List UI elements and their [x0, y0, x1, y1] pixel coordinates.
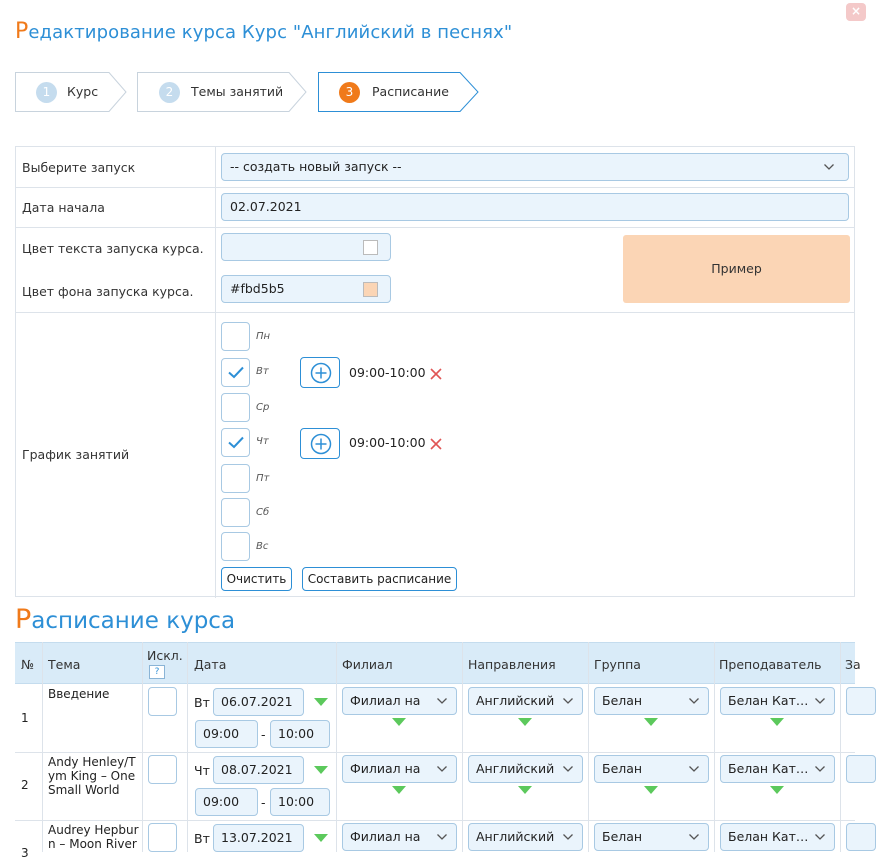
day-label-mon: Пн [256, 331, 271, 342]
step-course[interactable] [15, 72, 127, 112]
row-branch-select[interactable] [342, 687, 457, 715]
text-color-input[interactable] [221, 233, 391, 261]
day-checkbox-tue[interactable] [221, 358, 250, 387]
teacher-value: Белан Кат… [728, 829, 809, 844]
add-time-button-thu[interactable] [300, 428, 340, 459]
row-number: 2 [21, 778, 29, 792]
row-extra-select[interactable] [846, 755, 876, 783]
col-date: Дата [194, 657, 227, 672]
chevron-down-icon [689, 698, 699, 704]
row-direction-select[interactable] [468, 823, 583, 851]
row-teacher-select[interactable] [720, 755, 835, 783]
modal-title [15, 19, 512, 44]
text-color-label: Цвет текста запуска курса. [22, 241, 204, 256]
time-range-thu: 09:00-10:00 [349, 435, 426, 450]
color-preview: Пример [623, 235, 850, 303]
table-header [15, 642, 861, 684]
launch-label: Выберите запуск [22, 160, 136, 175]
day-label-thu: Чт [256, 436, 269, 447]
col-direction: Направления [468, 657, 556, 672]
text-color-swatch[interactable] [363, 240, 378, 255]
green-triangle-icon[interactable] [770, 786, 784, 794]
branch-value: Филиал на [350, 829, 421, 844]
row-date-input[interactable]: 13.07.2021 [213, 824, 304, 852]
direction-value: Английский [476, 761, 555, 776]
step-label: Расписание [372, 84, 449, 99]
launch-select[interactable] [221, 153, 849, 181]
chevron-down-icon [689, 766, 699, 772]
direction-value: Английский [476, 693, 555, 708]
row-branch-select[interactable] [342, 823, 457, 851]
plus-circle-icon [310, 362, 332, 384]
row-divider [15, 752, 855, 753]
launch-form [15, 146, 855, 597]
day-label-sun: Вс [256, 541, 269, 552]
step-number: 2 [159, 82, 180, 103]
heading-text: асписание курса [31, 608, 236, 634]
step-schedule[interactable] [318, 72, 480, 112]
chevron-down-icon [815, 766, 825, 772]
row-branch-select[interactable] [342, 755, 457, 783]
col-num: № [21, 657, 35, 672]
row-group-select[interactable] [594, 755, 709, 783]
row-date-input[interactable]: 08.07.2021 [213, 756, 304, 784]
day-checkbox-sat[interactable] [221, 498, 250, 527]
col-group: Группа [594, 657, 641, 672]
day-checkbox-wed[interactable] [221, 393, 250, 422]
row-divider [16, 312, 854, 313]
day-checkbox-thu[interactable] [221, 428, 250, 457]
close-button[interactable]: × [846, 3, 866, 21]
green-triangle-icon[interactable] [644, 718, 658, 726]
chevron-down-icon [815, 698, 825, 704]
row-direction-select[interactable] [468, 687, 583, 715]
time-range-tue: 09:00-10:00 [349, 365, 426, 380]
exclude-checkbox[interactable] [148, 755, 177, 784]
day-label-sat: Сб [256, 507, 270, 518]
bg-color-label: Цвет фона запуска курса. [22, 284, 194, 299]
time-dash: - [261, 727, 266, 742]
chevron-down-icon [563, 834, 573, 840]
col-exclude: Искл. [147, 648, 183, 663]
checkmark-icon [228, 436, 244, 449]
help-icon[interactable]: ? [149, 665, 165, 679]
row-day: Вт [194, 695, 210, 710]
row-topic: Audrey Hepburn – Moon River [48, 823, 139, 851]
time-dash: - [261, 795, 266, 810]
green-triangle-icon[interactable] [314, 698, 328, 706]
step-number: 1 [36, 82, 57, 103]
exclude-checkbox[interactable] [148, 823, 177, 852]
green-triangle-icon[interactable] [392, 718, 406, 726]
row-extra-select[interactable] [846, 823, 876, 851]
chevron-down-icon [437, 834, 447, 840]
teacher-value: Белан Кат… [728, 693, 809, 708]
schedule-table [15, 642, 869, 860]
teacher-value: Белан Кат… [728, 761, 809, 776]
schedule-heading [15, 604, 235, 635]
bg-color-swatch[interactable] [363, 282, 378, 297]
col-topic: Тема [48, 657, 81, 672]
title-text: едактирование курса Курс "Английский в песнях" [28, 22, 513, 43]
chevron-down-icon [563, 698, 573, 704]
chevron-down-icon [815, 834, 825, 840]
group-value: Белан [602, 829, 643, 844]
row-group-select[interactable] [594, 823, 709, 851]
chevron-down-icon [689, 834, 699, 840]
green-triangle-icon[interactable] [770, 718, 784, 726]
build-schedule-button[interactable]: Составить расписание [302, 567, 457, 591]
chevron-down-icon [563, 766, 573, 772]
day-checkbox-fri[interactable] [221, 464, 250, 493]
add-time-button-tue[interactable] [300, 357, 340, 388]
title-initial: Р [15, 19, 29, 44]
row-number: 1 [21, 711, 29, 725]
green-triangle-icon[interactable] [392, 786, 406, 794]
row-number: 3 [21, 846, 29, 860]
day-label-fri: Пт [256, 473, 270, 484]
chevron-down-icon [437, 698, 447, 704]
green-triangle-icon[interactable] [644, 786, 658, 794]
remove-time-icon[interactable] [430, 368, 442, 380]
row-teacher-select[interactable] [720, 687, 835, 715]
exclude-checkbox[interactable] [148, 687, 177, 716]
heading-initial: Р [15, 604, 32, 635]
day-checkbox-sun[interactable] [221, 532, 250, 561]
row-teacher-select[interactable] [720, 823, 835, 851]
col-branch: Филиал [342, 657, 393, 672]
row-topic: Введение [48, 687, 110, 701]
group-value: Белан [602, 761, 643, 776]
day-label-tue: Вт [256, 366, 269, 377]
chevron-down-icon [437, 766, 447, 772]
row-divider [16, 187, 854, 188]
col-extra: За [845, 657, 861, 672]
row-day: Чт [194, 763, 210, 778]
start-date-label: Дата начала [22, 200, 105, 215]
remove-time-icon[interactable] [430, 438, 442, 450]
green-triangle-icon[interactable] [518, 718, 532, 726]
day-label-wed: Ср [256, 402, 270, 413]
clear-button[interactable]: Очистить [221, 567, 292, 591]
green-triangle-icon[interactable] [314, 834, 328, 842]
plus-circle-icon [310, 433, 332, 455]
row-divider [16, 227, 854, 228]
branch-value: Филиал на [350, 693, 421, 708]
step-label: Темы занятий [191, 84, 284, 99]
row-date-input[interactable]: 06.07.2021 [213, 688, 304, 716]
row-day: Вт [194, 831, 210, 846]
green-triangle-icon[interactable] [518, 786, 532, 794]
bg-color-input[interactable] [221, 275, 391, 303]
checkmark-icon [228, 366, 244, 379]
step-label: Курс [67, 84, 99, 99]
chevron-down-icon [824, 164, 834, 170]
row-time-from[interactable]: 09:00 [195, 720, 258, 748]
schedule-label: График занятий [22, 447, 130, 462]
direction-value: Английский [476, 829, 555, 844]
row-time-from[interactable]: 09:00 [195, 788, 258, 816]
row-group-select[interactable] [594, 687, 709, 715]
day-checkbox-mon[interactable] [221, 322, 250, 351]
row-divider [15, 820, 855, 821]
bg-color-value: #fbd5b5 [230, 281, 285, 296]
column-divider [215, 147, 216, 598]
step-topics[interactable] [137, 72, 307, 112]
row-time-to[interactable]: 10:00 [270, 788, 330, 816]
group-value: Белан [602, 693, 643, 708]
row-topic: Andy Henley/Tym King – One Small World [48, 755, 136, 797]
col-teacher: Преподаватель [719, 657, 822, 672]
green-triangle-icon[interactable] [314, 766, 328, 774]
row-time-to[interactable]: 10:00 [270, 720, 330, 748]
branch-value: Филиал на [350, 761, 421, 776]
start-date-input[interactable]: 02.07.2021 [221, 193, 849, 221]
step-number: 3 [339, 82, 360, 103]
row-extra-select[interactable] [846, 687, 876, 715]
launch-select-value: -- создать новый запуск -- [230, 159, 402, 174]
row-direction-select[interactable] [468, 755, 583, 783]
